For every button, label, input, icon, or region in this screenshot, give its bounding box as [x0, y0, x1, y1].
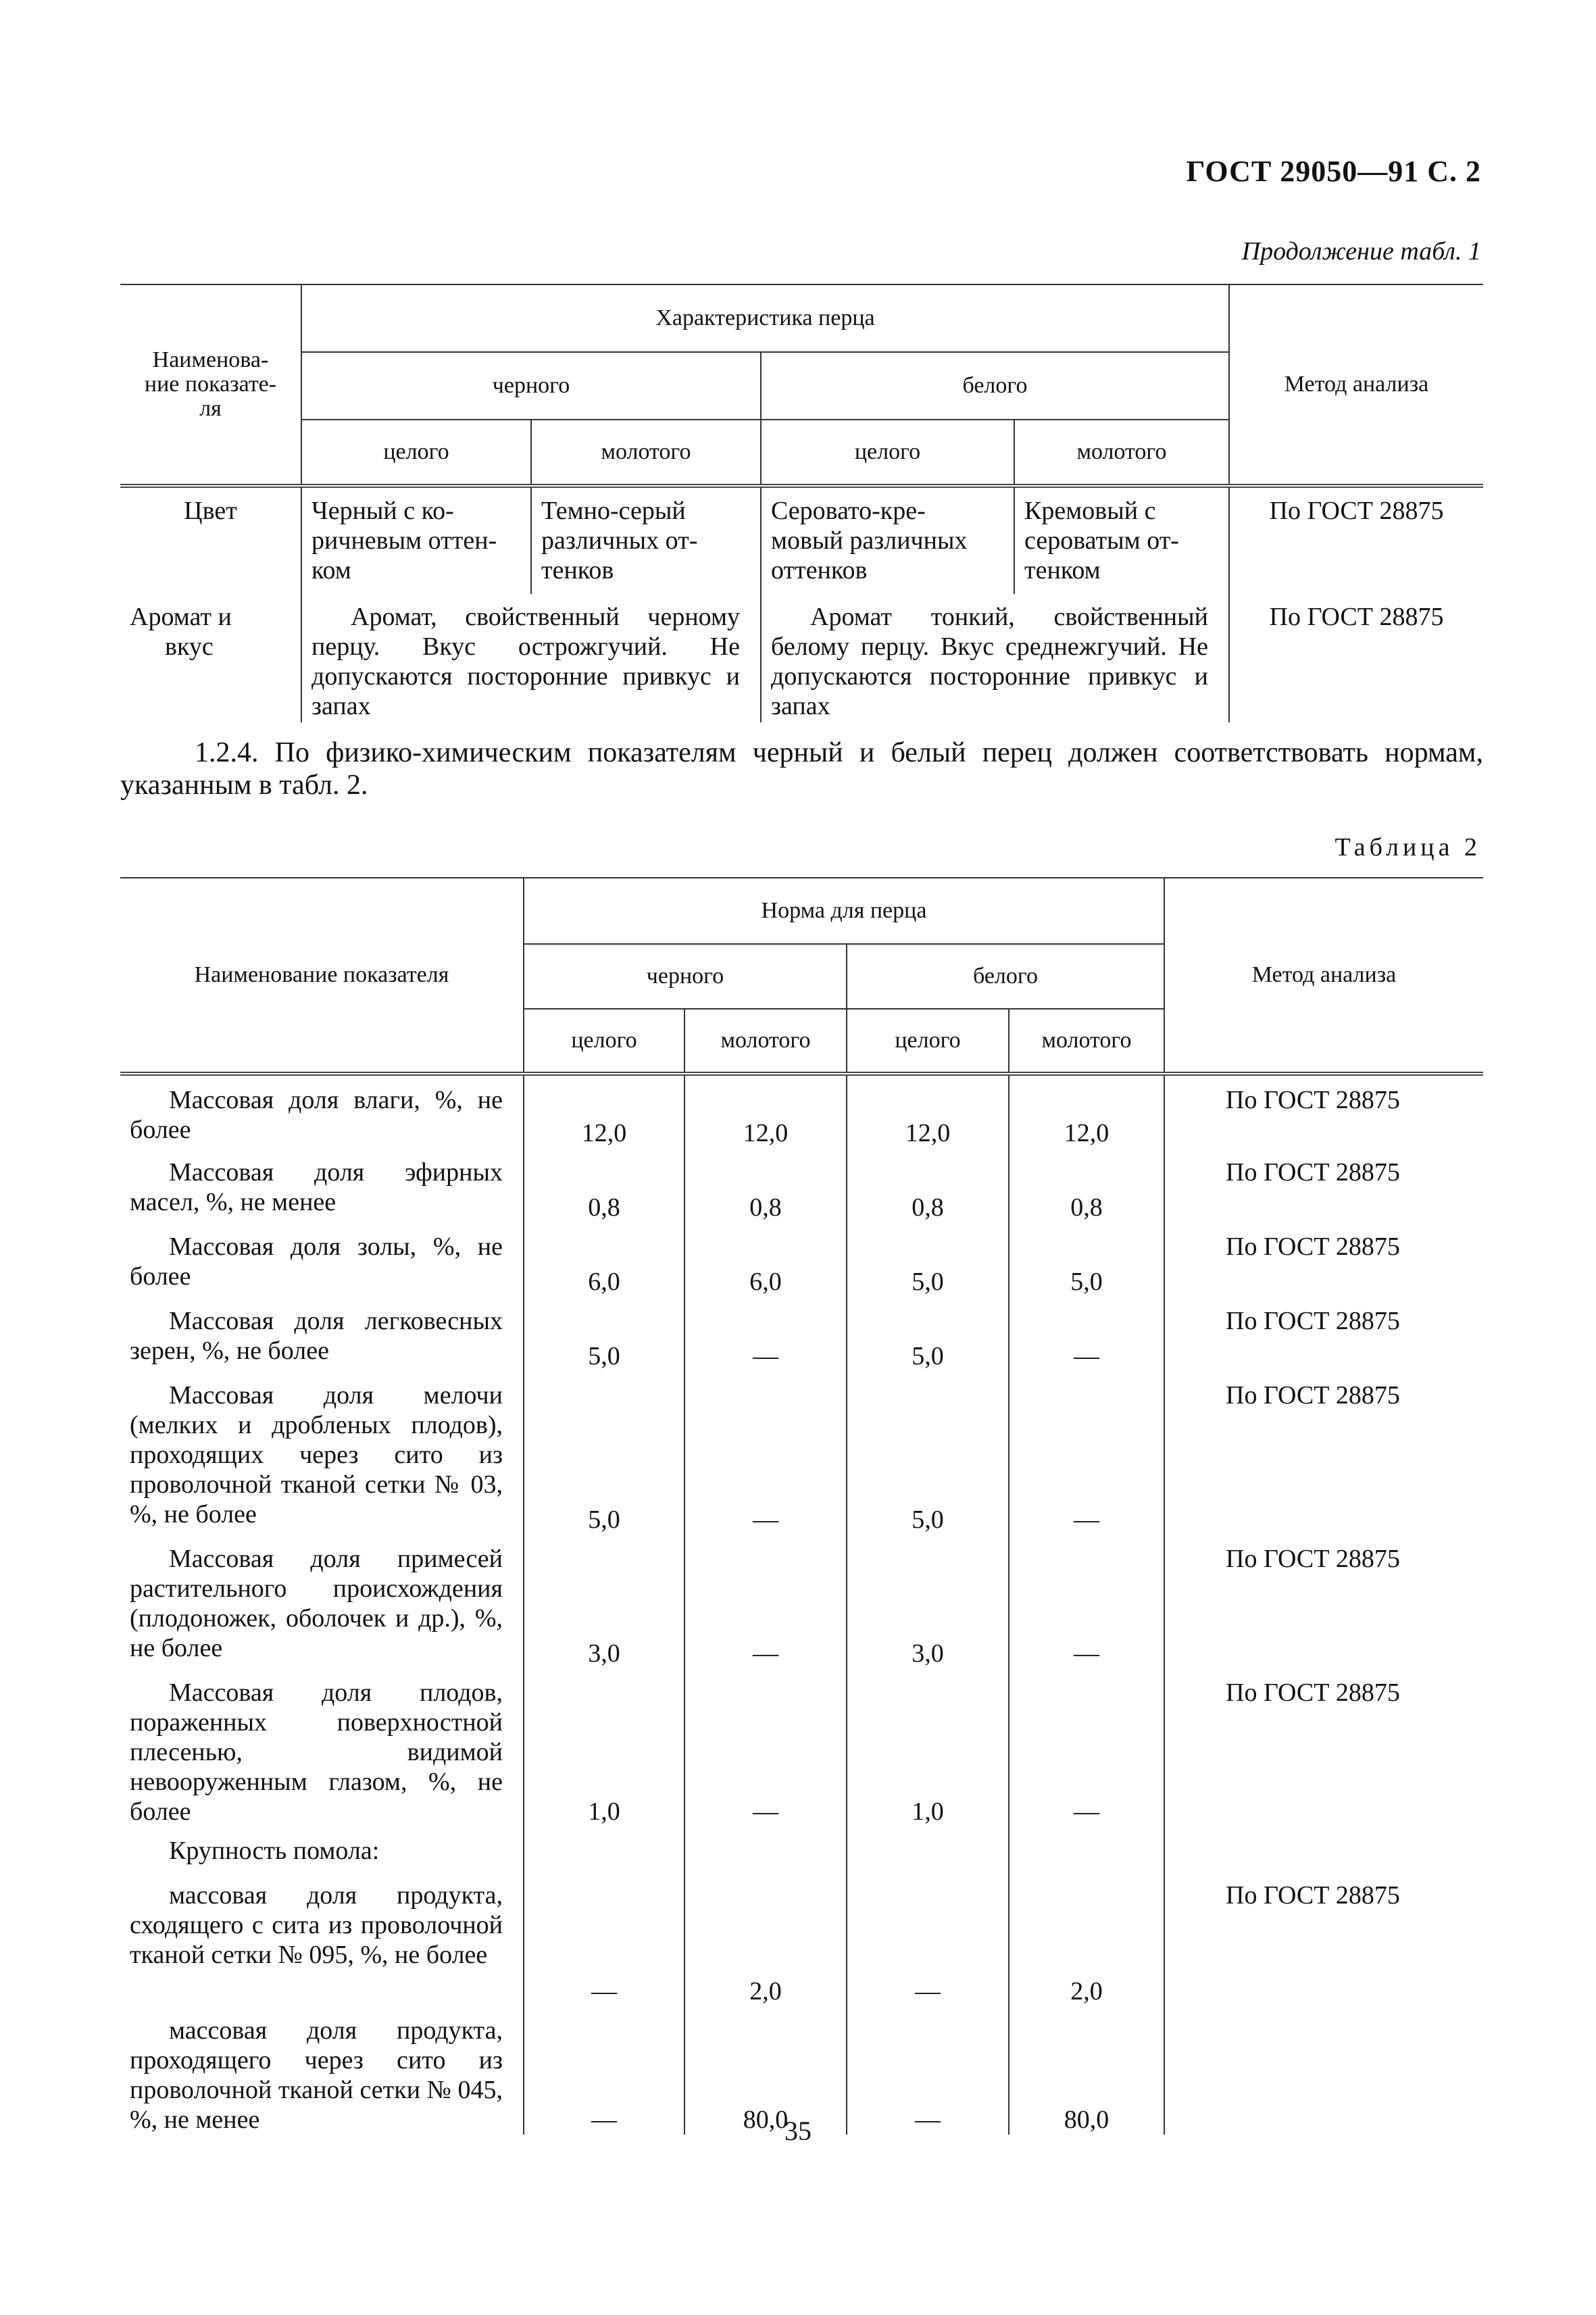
t1-row-color-c4: Кремовый с сероватым от- тенком	[1014, 486, 1229, 594]
t2-cell: —	[1009, 1371, 1164, 1535]
t2-cell	[524, 1826, 684, 1871]
t1-white-ground-header: молотого	[1014, 420, 1229, 486]
t1-white-header: белого	[761, 352, 1229, 420]
t2-cell: —	[847, 2006, 1009, 2135]
t2-black-whole-header: целого	[524, 1009, 684, 1074]
t2-cell: 5,0	[524, 1371, 684, 1535]
t2-white-whole-header: целого	[847, 1009, 1009, 1074]
t1-col-name: Наименова- ние показате- ля	[144, 347, 277, 421]
t2-row-name: Массовая доля эфирных масел, %, не менее	[120, 1148, 524, 1222]
t2-cell: 80,0	[684, 2006, 847, 2135]
table-continuation-label: Продолжение табл. 1	[1241, 237, 1481, 266]
t2-black-header: черного	[524, 944, 847, 1009]
t2-row-method: По ГОСТ 28875	[1226, 1086, 1400, 1114]
t2-row-name: Массовая доля мелочи (мелких и дробленых плодов), проходящих через сито из проволочной тканой сетки № 03, %, не более	[120, 1371, 524, 1535]
t2-cell: 5,0	[847, 1222, 1009, 1297]
t2-row-name: Массовая доля плодов, пораженных поверхностной плесенью, видимой невооруженным глазом, %, не более	[120, 1668, 524, 1826]
t2-cell: 5,0	[847, 1371, 1009, 1535]
t2-cell: 0,8	[524, 1148, 684, 1222]
t2-col-name-header: Наименование показателя	[120, 878, 524, 1074]
t2-row-method: По ГОСТ 28875	[1226, 1678, 1400, 1707]
t2-cell: —	[1009, 1535, 1164, 1668]
table-row	[120, 1371, 1483, 1535]
t2-cell	[847, 1826, 1009, 1871]
t2-cell: 6,0	[684, 1222, 847, 1297]
t2-cell: —	[524, 2006, 684, 2135]
t2-cell: 12,0	[1009, 1074, 1164, 1148]
t2-cell: —	[524, 1871, 684, 2006]
table-row	[120, 1074, 1483, 1148]
t2-row-name: Массовая доля легковесных зерен, %, не более	[120, 1297, 524, 1371]
t2-cell: 6,0	[524, 1222, 684, 1297]
t2-row-name: Массовая доля золы, %, не более	[120, 1222, 524, 1297]
t2-white-header: белого	[847, 944, 1164, 1009]
t2-cell: 5,0	[524, 1297, 684, 1371]
t1-row-color-name: Цвет	[120, 486, 301, 594]
t1-group-header: Характеристика перца	[301, 284, 1229, 352]
t1-row-color-c1: Черный с ко- ричневым оттен- ком	[301, 486, 531, 594]
t1-method-header: Метод анализа	[1229, 284, 1483, 486]
t2-method-header: Метод анализа	[1164, 878, 1483, 1074]
t2-group-header: Норма для перца	[524, 878, 1164, 944]
table-row	[120, 1297, 1483, 1371]
t1-row-color-method: По ГОСТ 28875	[1269, 497, 1444, 525]
t2-white-ground-header: молотого	[1009, 1009, 1164, 1074]
t1-black-ground-header: молотого	[531, 420, 761, 486]
t2-cell: —	[684, 1535, 847, 1668]
t1-row-aroma-name: Аромат и вкус	[120, 594, 301, 722]
t2-cell: 1,0	[847, 1668, 1009, 1826]
t2-row-method: По ГОСТ 28875	[1226, 1307, 1400, 1335]
t2-row-name: массовая доля продукта, проходящего через сито из проволочной тканой сетки № 045, %, не менее	[120, 2006, 524, 2135]
t2-cell: —	[684, 1297, 847, 1371]
t2-cell	[1009, 1826, 1164, 1871]
t1-row-aroma-white: Аромат тонкий, свойственный белому перцу. Вкус среднежгучий. Не допускаются посторонние привкус и запах	[761, 594, 1229, 722]
t2-row-method	[1164, 1826, 1483, 1871]
table-2-caption: Таблица 2	[1335, 833, 1481, 862]
t2-row-method: По ГОСТ 28875	[1226, 1233, 1400, 1261]
t2-cell: —	[847, 1871, 1009, 2006]
t2-cell: 2,0	[684, 1871, 847, 2006]
t1-row-aroma-method: По ГОСТ 28875	[1269, 603, 1444, 631]
t1-row-aroma-black: Аромат, свойственный черному перцу. Вкус острожгучий. Не допускаются посторонние привкус и запах	[301, 594, 761, 722]
t2-cell: 3,0	[847, 1535, 1009, 1668]
t2-black-ground-header: молотого	[684, 1009, 847, 1074]
t2-cell: 0,8	[1009, 1148, 1164, 1222]
table-row	[120, 1668, 1483, 1826]
section-1-2-4-paragraph: 1.2.4. По физико-химическим показателям черный и белый перец должен соответствовать нормам, указанным в табл. 2.	[120, 737, 1483, 801]
table-row	[120, 1222, 1483, 1297]
t2-row-name: массовая доля продукта, сходящего с сита из проволочной тканой сетки № 095, %, не более	[120, 1871, 524, 2006]
t2-row-method: По ГОСТ 28875	[1226, 1881, 1400, 1910]
t2-row-method: По ГОСТ 28875	[1226, 1381, 1400, 1410]
t2-cell: 3,0	[524, 1535, 684, 1668]
t1-col-name-header	[120, 284, 301, 486]
table-row	[120, 1535, 1483, 1668]
t2-row-method: По ГОСТ 28875	[1226, 1545, 1400, 1573]
t2-cell: —	[1009, 1668, 1164, 1826]
t2-row-method: По ГОСТ 28875	[1226, 1158, 1400, 1187]
t2-cell: 12,0	[524, 1074, 684, 1148]
t2-cell: 5,0	[1009, 1222, 1164, 1297]
table-row	[120, 1871, 1483, 2006]
t2-cell: 12,0	[684, 1074, 847, 1148]
table-2	[120, 877, 1483, 2135]
t2-row-name: Массовая доля влаги, %, не более	[120, 1074, 524, 1148]
table-row	[120, 1826, 1483, 1871]
t2-cell	[684, 1826, 847, 1871]
t2-cell: 12,0	[847, 1074, 1009, 1148]
t2-cell: 1,0	[524, 1668, 684, 1826]
page-number: 35	[784, 2116, 812, 2146]
t2-cell: 0,8	[684, 1148, 847, 1222]
table-row	[120, 1148, 1483, 1222]
t1-black-whole-header: целого	[301, 420, 531, 486]
t2-cell: —	[1009, 1297, 1164, 1371]
t1-row-color-c3: Серовато-кре- мовый различных оттенков	[761, 486, 1014, 594]
t2-row-name: Массовая доля примесей растительного происхождения (плодоножек, оболочек и др.), %, не более	[120, 1535, 524, 1668]
t2-cell: 80,0	[1009, 2006, 1164, 2135]
table-1	[120, 284, 1483, 722]
t1-row-color-c2: Темно-серый различных от- тенков	[531, 486, 761, 594]
t2-cell: —	[684, 1371, 847, 1535]
document-header: ГОСТ 29050—91 С. 2	[1186, 155, 1481, 188]
t2-cell: 2,0	[1009, 1871, 1164, 2006]
t2-cell: 0,8	[847, 1148, 1009, 1222]
t2-cell: —	[684, 1668, 847, 1826]
t2-cell: 5,0	[847, 1297, 1009, 1371]
t1-black-header: черного	[301, 352, 761, 420]
t1-white-whole-header: целого	[761, 420, 1014, 486]
t2-row-name: Крупность помола:	[120, 1826, 524, 1871]
